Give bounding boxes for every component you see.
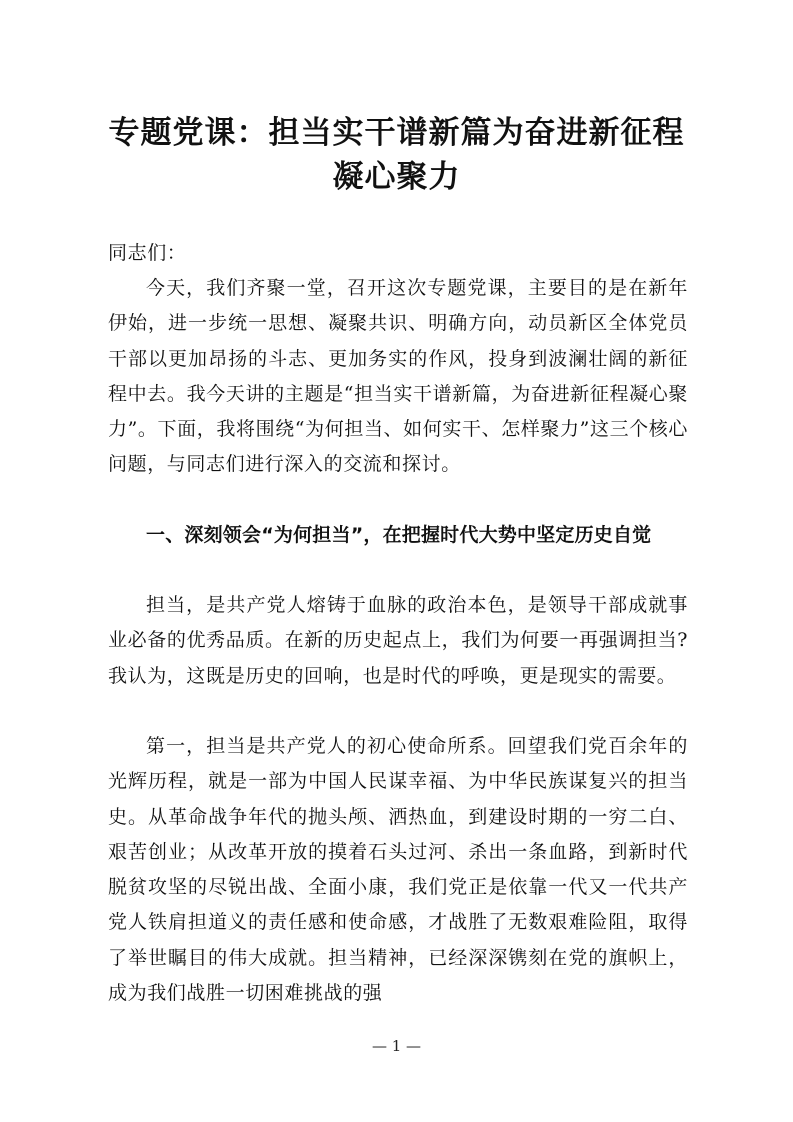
page-number: — 1 — (371, 1037, 422, 1055)
paragraph-responsibility: 担当，是共产党人熔铸于血脉的政治本色，是领导干部成就事业必备的优秀品质。在新的历史起点上，我们为何要一再强调担当?我认为，这既是历史的回响，也是时代的呼唤，更是现实的需要。 (108, 594, 688, 687)
document-title-line-2: 凝心聚力 (332, 159, 461, 195)
section-heading-1: 一、深刻领会“为何担当”，在把握时代大势中坚定历史自觉 (146, 524, 652, 546)
paragraph-first-point: 第一，担当是共产党人的初心使命所系。回望我们党百余年的光辉历程，就是一部为中国人民谋幸福、为中华民族谋复兴的担当史。从革命战争年代的抛头颅、洒热血，到建设时期的一穷二白、艰苦创业；从改革开放的摸着石头过河、杀出一条血路，到新时代脱贫攻坚的尽锐出战、全面小康，我们党正是依靠一代又一代共产党人铁肩担道义的责任感和使命感，才战胜了无数艰难险阻，取得了举世瞩目的伟大成就。担当精神，已经深深镌刻在党的旗帜上，成为我们战胜一切困难挑战的强 (108, 735, 688, 1005)
document-title-line-1: 专题党课：担当实干谱新篇为奋进新征程 (108, 115, 685, 151)
salutation: 同志们： (108, 242, 187, 264)
paragraph-intro: 今天，我们齐聚一堂，召开这次专题党课，主要目的是在新年伊始，进一步统一思想、凝聚共识、明确方向，动员新区全体党员干部以更加昂扬的斗志、更加务实的作风，投身到波澜壮阔的新征程中去。我今天讲的主题是“担当实干谱新篇，为奋进新征程凝心聚力”。下面，我将围绕“为何担当、如何实干、怎样聚力”这三个核心问题，与同志们进行深入的交流和探讨。 (108, 277, 688, 476)
